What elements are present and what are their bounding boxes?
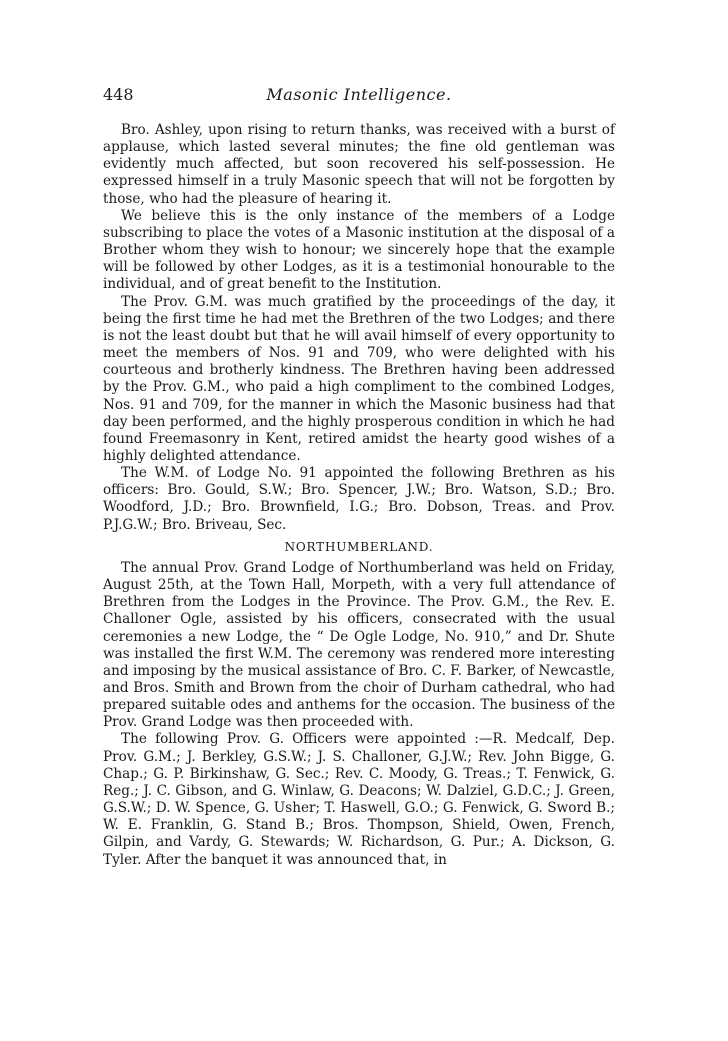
running-title: Masonic Intelligence. bbox=[266, 85, 452, 104]
body-text bbox=[103, 122, 615, 869]
paragraph-northumberland-officers: The following Prov. G. Officers were appointed :—R. Medcalf, Dep. Prov. G.M.; J. Berkley, G.S.W.; J. S. Challoner, G.J.W.; Rev. John Bigge, G. Chap.; G. P. Birkinshaw, G. Sec.; Rev. C. Moody, G. Treas.; T. Fenwick, G. Reg.; J. C. Gibson, and G. Winlaw, G. Deacons; W. Dalziel, G.D.C.; J. Green, G.S.W.; D. W. Spence, G. Usher; T. Haswell, G.O.; G. Fenwick, G. Sword B.; W. E. Franklin, G. Stand B.; Bros. Thompson, Shield, Owen, French, Gilpin, and Vardy, G. Stewards; W. Richardson, G. Pur.; A. Dickson, G. Tyler. After the banquet it was announced that, in bbox=[103, 731, 615, 868]
paragraph-ashley-thanks: Bro. Ashley, upon rising to return thanks, was received with a burst of applause, which lasted several minutes; the fine old gentleman was evidently much affected, but soon recovered his self-possession. He expressed himself in a truly Masonic speech that will not be forgotten by those, who had the pleasure of hearing it. bbox=[103, 122, 615, 207]
paragraph-votes-disposal: We believe this is the only instance of the members of a Lodge subscribing to place the votes of a Masonic institution at the disposal of a Brother whom they wish to honour; we sincerely hope that the example will be followed by other Lodges, as it is a testimonial honourable to the individual, and of great benefit to the Institution. bbox=[103, 207, 615, 293]
section-heading-northumberland: NORTHUMBERLAND. bbox=[284, 539, 434, 554]
paragraph-prov-gm-gratified: The Prov. G.M. was much gratified by the proceedings of the day, it being the first time he had met the Brethren of the two Lodges; and there is not the least doubt but that he will avail himself of every opportunity to meet the members of Nos. 91 and 709, who were delighted with his courteous and brotherly kindness. The Brethren having been addressed by the Prov. G.M., who paid a high compliment to the combined Lodges, Nos. 91 and 709, for the manner in which the Masonic business had that day been performed, and the highly prosperous condition in which he had found Freemasonry in Kent, retired amidst the hearty good wishes of a highly delighted attendance. bbox=[103, 293, 615, 464]
page-number: 448 bbox=[103, 85, 134, 104]
paragraph-lodge-91-officers: The W.M. of Lodge No. 91 appointed the following Brethren as his officers: Bro. Gould, S.W.; Bro. Spencer, J.W.; Bro. Watson, S.D.; Bro. Woodford, J.D.; Bro. Brownfield, I.G.; Bro. Dobson, Treas. and Prov. P.J.G.W.; Bro. Briveau, Sec. bbox=[103, 465, 615, 533]
page-header bbox=[103, 82, 615, 108]
book-page bbox=[103, 82, 615, 869]
paragraph-northumberland-meeting: The annual Prov. Grand Lodge of Northumberland was held on Friday, August 25th, at the Town Hall, Morpeth, with a very full attendance of Brethren from the Lodges in the Province. The Prov. G.M., the Rev. E. Challoner Ogle, assisted by his officers, consecrated with the usual ceremonies a new Lodge, the “ De Ogle Lodge, No. 910,” and Dr. Shute was installed the first W.M. The ceremony was rendered more interesting and imposing by the musical assistance of Bro. C. F. Barker, of Newcastle, and Bros. Smith and Brown from the choir of Durham cathedral, who had prepared suitable odes and anthems for the occasion. The business of the Prov. Grand Lodge was then proceeded with. bbox=[103, 559, 615, 731]
